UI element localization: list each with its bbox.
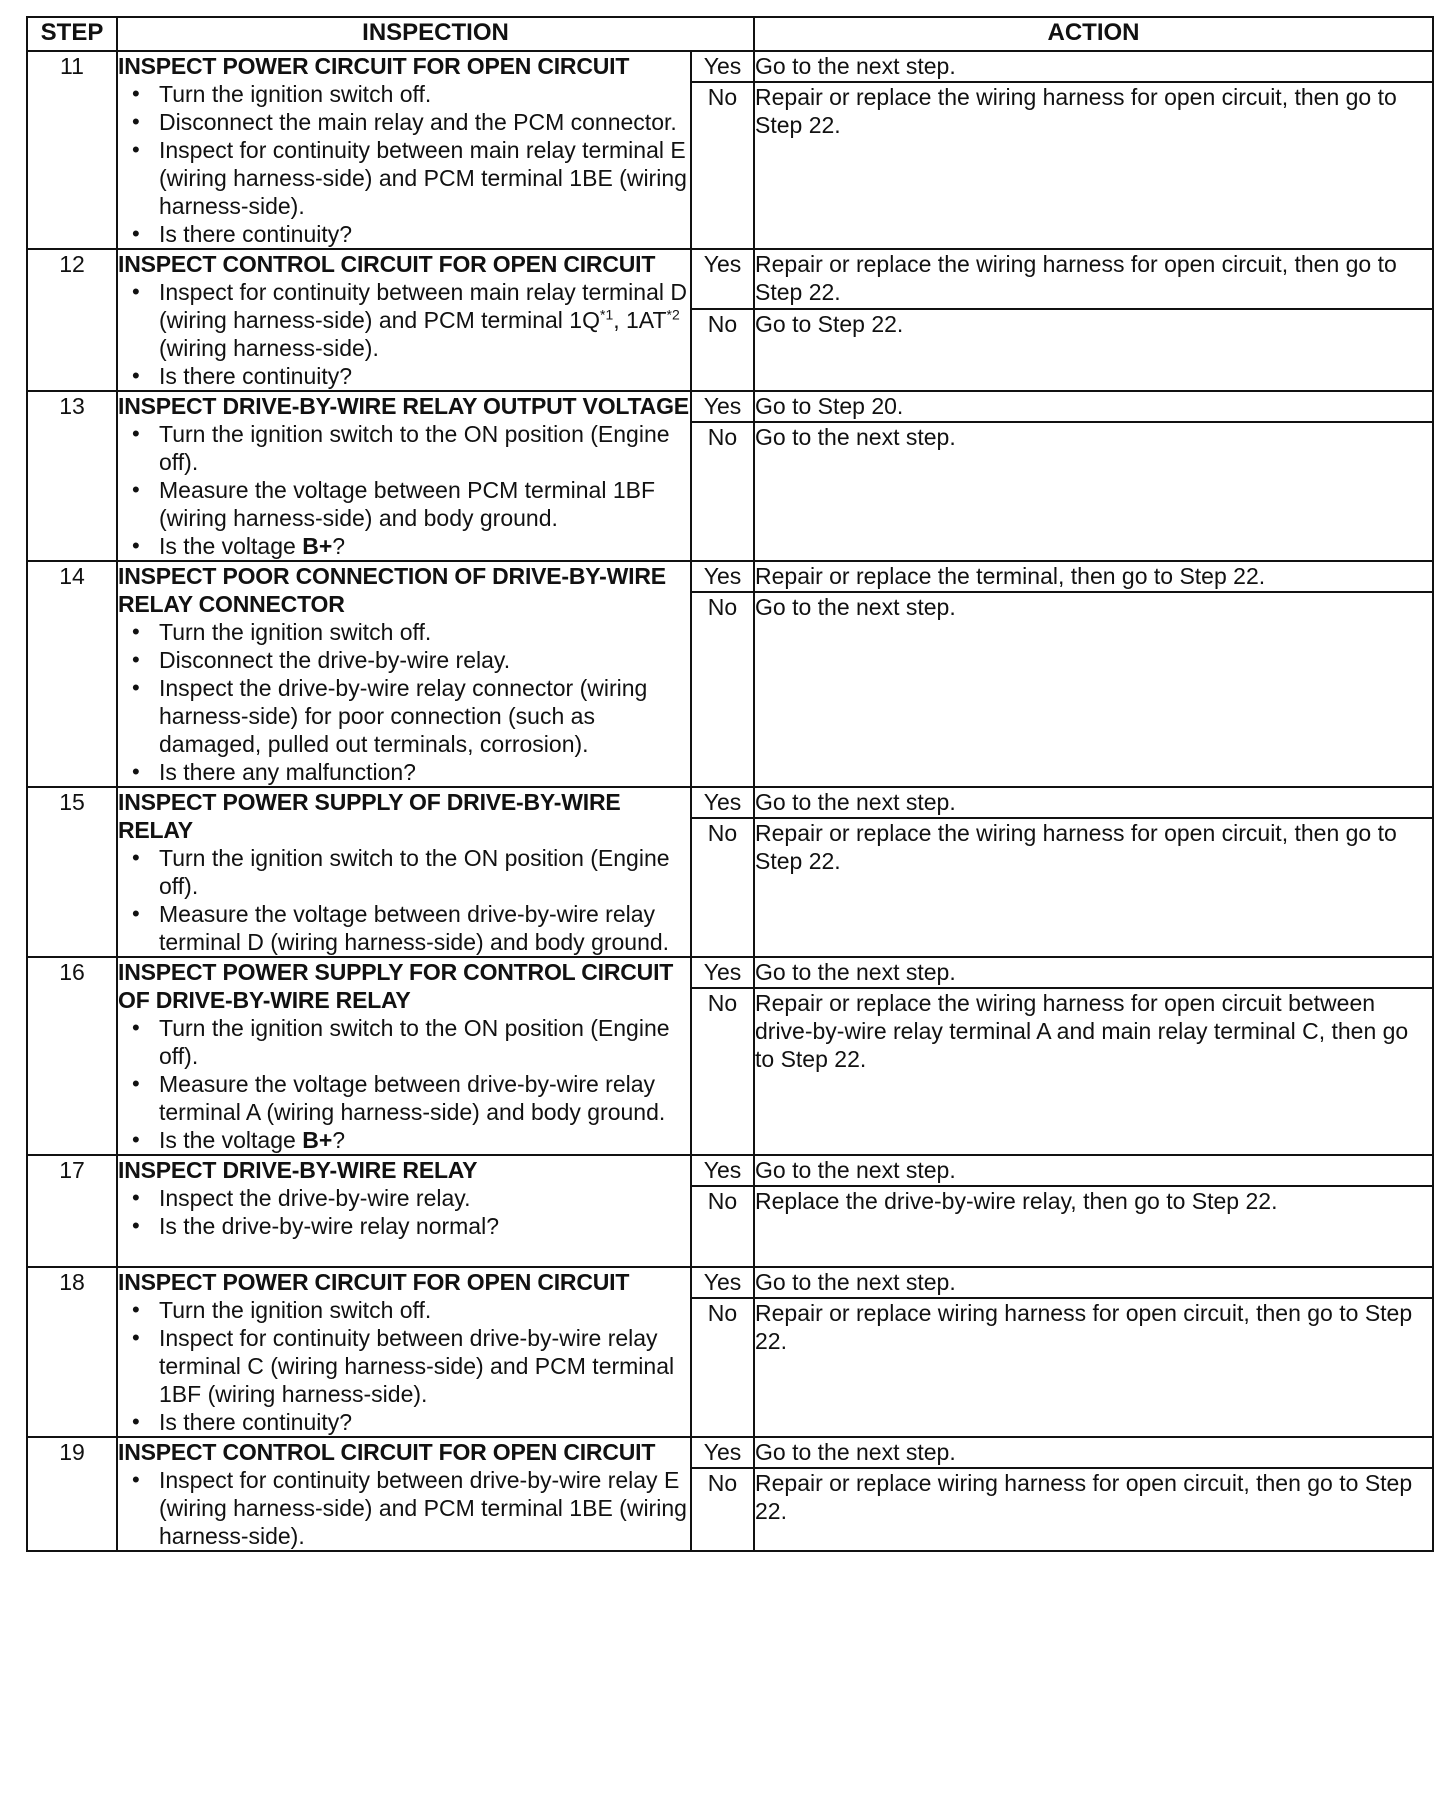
yes-label: Yes — [691, 1437, 754, 1468]
inspection-title: INSPECT DRIVE-BY-WIRE RELAY — [118, 1157, 478, 1183]
inspection-cell — [117, 249, 691, 391]
no-label: No — [691, 1298, 754, 1437]
no-label: No — [691, 818, 754, 957]
inspection-steps — [118, 844, 690, 956]
list-item: • Measure the voltage between drive-by-wire relay terminal D (wiring harness-side) and body ground. — [118, 900, 690, 956]
table-row — [27, 787, 1433, 818]
list-item — [118, 532, 690, 560]
no-action: Repair or replace the wiring harness for open circuit, then go to Step 22. — [754, 82, 1433, 249]
list-item: • Inspect for continuity between main relay terminal E (wiring harness-side) and PCM terminal 1BE (wiring harness-side). — [118, 136, 690, 220]
inspection-cell — [117, 391, 691, 561]
no-label: No — [691, 988, 754, 1155]
list-item: • Disconnect the main relay and the PCM connector. — [118, 108, 690, 136]
list-item: • Turn the ignition switch to the ON position (Engine off). — [118, 844, 690, 900]
step-number: 17 — [27, 1155, 117, 1267]
bullet-text: ? — [332, 533, 346, 559]
no-label: No — [691, 82, 754, 249]
bullet-text: Inspect for continuity between main relay terminal D (wiring harness-side) and PCM terminal 1Q — [159, 279, 687, 333]
list-item: • Is there any malfunction? — [118, 758, 690, 786]
bullet-text: Is the voltage — [159, 533, 303, 559]
no-action: Repair or replace the wiring harness for open circuit between drive-by-wire relay terminal A and main relay terminal C, then go to Step 22. — [754, 988, 1433, 1155]
no-label: No — [691, 1468, 754, 1551]
list-item: • Inspect the drive-by-wire relay connector (wiring harness-side) for poor connection (such as damaged, pulled out terminals, corrosion). — [118, 674, 690, 758]
no-label: No — [691, 592, 754, 787]
inspection-steps — [118, 80, 690, 248]
diagnostic-procedure-sheet — [26, 16, 1432, 1552]
list-item: • Turn the ignition switch to the ON position (Engine off). — [118, 420, 690, 476]
no-action: Repair or replace wiring harness for open circuit, then go to Step 22. — [754, 1298, 1433, 1437]
yes-action: Go to the next step. — [754, 787, 1433, 818]
inspection-title: INSPECT CONTROL CIRCUIT FOR OPEN CIRCUIT — [118, 1439, 656, 1465]
list-item: • Turn the ignition switch off. — [118, 1296, 690, 1324]
step-number: 11 — [27, 51, 117, 249]
step-number: 14 — [27, 561, 117, 787]
inspection-title: INSPECT POOR CONNECTION OF DRIVE-BY-WIRE RELAY CONNECTOR — [118, 563, 666, 617]
yes-label: Yes — [691, 51, 754, 82]
list-item: • Disconnect the drive-by-wire relay. — [118, 646, 690, 674]
yes-label: Yes — [691, 1267, 754, 1298]
no-label: No — [691, 422, 754, 561]
table-row — [27, 51, 1433, 82]
table-row — [27, 1437, 1433, 1468]
inspection-steps — [118, 278, 690, 390]
step-number: 19 — [27, 1437, 117, 1551]
inspection-title: INSPECT POWER SUPPLY FOR CONTROL CIRCUIT OF DRIVE-BY-WIRE RELAY — [118, 959, 674, 1013]
list-item: • Measure the voltage between PCM terminal 1BF (wiring harness-side) and body ground. — [118, 476, 690, 532]
inspection-cell — [117, 787, 691, 957]
list-item: • Inspect the drive-by-wire relay. — [118, 1184, 690, 1212]
inspection-steps — [118, 420, 690, 560]
yes-label: Yes — [691, 561, 754, 592]
no-action: Go to the next step. — [754, 422, 1433, 561]
yes-action: Go to the next step. — [754, 957, 1433, 988]
table-row — [27, 1155, 1433, 1186]
no-label: No — [691, 309, 754, 391]
bullet-bold: B+ — [302, 1127, 333, 1153]
step-number: 15 — [27, 787, 117, 957]
list-item: • Turn the ignition switch off. — [118, 618, 690, 646]
list-item — [118, 278, 690, 362]
yes-label: Yes — [691, 787, 754, 818]
no-action: Replace the drive-by-wire relay, then go to Step 22. — [754, 1186, 1433, 1267]
yes-action: Go to the next step. — [754, 1267, 1433, 1298]
yes-action: Repair or replace the wiring harness for open circuit, then go to Step 22. — [754, 249, 1433, 309]
table-row — [27, 249, 1433, 309]
inspection-cell — [117, 1155, 691, 1267]
list-item: • Inspect for continuity between drive-by-wire relay E (wiring harness-side) and PCM terminal 1BE (wiring harness-side). — [118, 1466, 690, 1550]
inspection-title: INSPECT CONTROL CIRCUIT FOR OPEN CIRCUIT — [118, 251, 656, 277]
bullet-text: ? — [332, 1127, 346, 1153]
no-action: Repair or replace wiring harness for open circuit, then go to Step 22. — [754, 1468, 1433, 1551]
table-row — [27, 957, 1433, 988]
yes-action: Repair or replace the terminal, then go to Step 22. — [754, 561, 1433, 592]
inspection-steps — [118, 1296, 690, 1436]
yes-action: Go to Step 20. — [754, 391, 1433, 422]
inspection-title: INSPECT POWER SUPPLY OF DRIVE-BY-WIRE RELAY — [118, 789, 621, 843]
yes-label: Yes — [691, 957, 754, 988]
bullet-text: (wiring harness-side). — [159, 335, 379, 361]
yes-label: Yes — [691, 1155, 754, 1186]
table-row — [27, 1267, 1433, 1298]
step-number: 18 — [27, 1267, 117, 1437]
inspection-title: INSPECT DRIVE-BY-WIRE RELAY OUTPUT VOLTAGE — [118, 393, 689, 419]
step-column-header: STEP — [27, 17, 117, 51]
step-number: 13 — [27, 391, 117, 561]
header-row — [27, 17, 1433, 51]
yes-label: Yes — [691, 249, 754, 309]
inspection-steps — [118, 1184, 690, 1240]
inspection-steps — [118, 618, 690, 786]
action-column-header: ACTION — [754, 17, 1433, 51]
yes-action: Go to the next step. — [754, 51, 1433, 82]
inspection-steps — [118, 1466, 690, 1550]
list-item: • Is there continuity? — [118, 1408, 690, 1436]
list-item: • Is there continuity? — [118, 362, 690, 390]
footnote-mark: *2 — [666, 306, 680, 323]
list-item: • Measure the voltage between drive-by-wire relay terminal A (wiring harness-side) and body ground. — [118, 1070, 690, 1126]
list-item: • Turn the ignition switch to the ON position (Engine off). — [118, 1014, 690, 1070]
inspection-title: INSPECT POWER CIRCUIT FOR OPEN CIRCUIT — [118, 53, 630, 79]
list-item: • Inspect for continuity between drive-by-wire relay terminal C (wiring harness-side) and PCM terminal 1BF (wiring harness-side). — [118, 1324, 690, 1408]
step-number: 12 — [27, 249, 117, 391]
inspection-title: INSPECT POWER CIRCUIT FOR OPEN CIRCUIT — [118, 1269, 630, 1295]
list-item — [118, 1126, 690, 1154]
no-action: Repair or replace the wiring harness for open circuit, then go to Step 22. — [754, 818, 1433, 957]
table-row — [27, 561, 1433, 592]
inspection-cell — [117, 957, 691, 1155]
list-item: • Is the drive-by-wire relay normal? — [118, 1212, 690, 1240]
inspection-cell — [117, 1267, 691, 1437]
table-row — [27, 391, 1433, 422]
no-action: Go to the next step. — [754, 592, 1433, 787]
inspection-cell — [117, 561, 691, 787]
no-label: No — [691, 1186, 754, 1267]
inspection-steps — [118, 1014, 690, 1154]
list-item: • Is there continuity? — [118, 220, 690, 248]
inspection-cell — [117, 1437, 691, 1551]
bullet-bold: B+ — [302, 533, 333, 559]
list-item: • Turn the ignition switch off. — [118, 80, 690, 108]
inspection-column-header: INSPECTION — [117, 17, 754, 51]
yes-action: Go to the next step. — [754, 1437, 1433, 1468]
step-number: 16 — [27, 957, 117, 1155]
inspection-cell — [117, 51, 691, 249]
footnote-mark: *1 — [600, 306, 614, 323]
inspection-table — [26, 16, 1434, 1552]
bullet-text: , 1AT — [613, 307, 667, 333]
yes-action: Go to the next step. — [754, 1155, 1433, 1186]
bullet-text: Is the voltage — [159, 1127, 303, 1153]
no-action: Go to Step 22. — [754, 309, 1433, 391]
yes-label: Yes — [691, 391, 754, 422]
